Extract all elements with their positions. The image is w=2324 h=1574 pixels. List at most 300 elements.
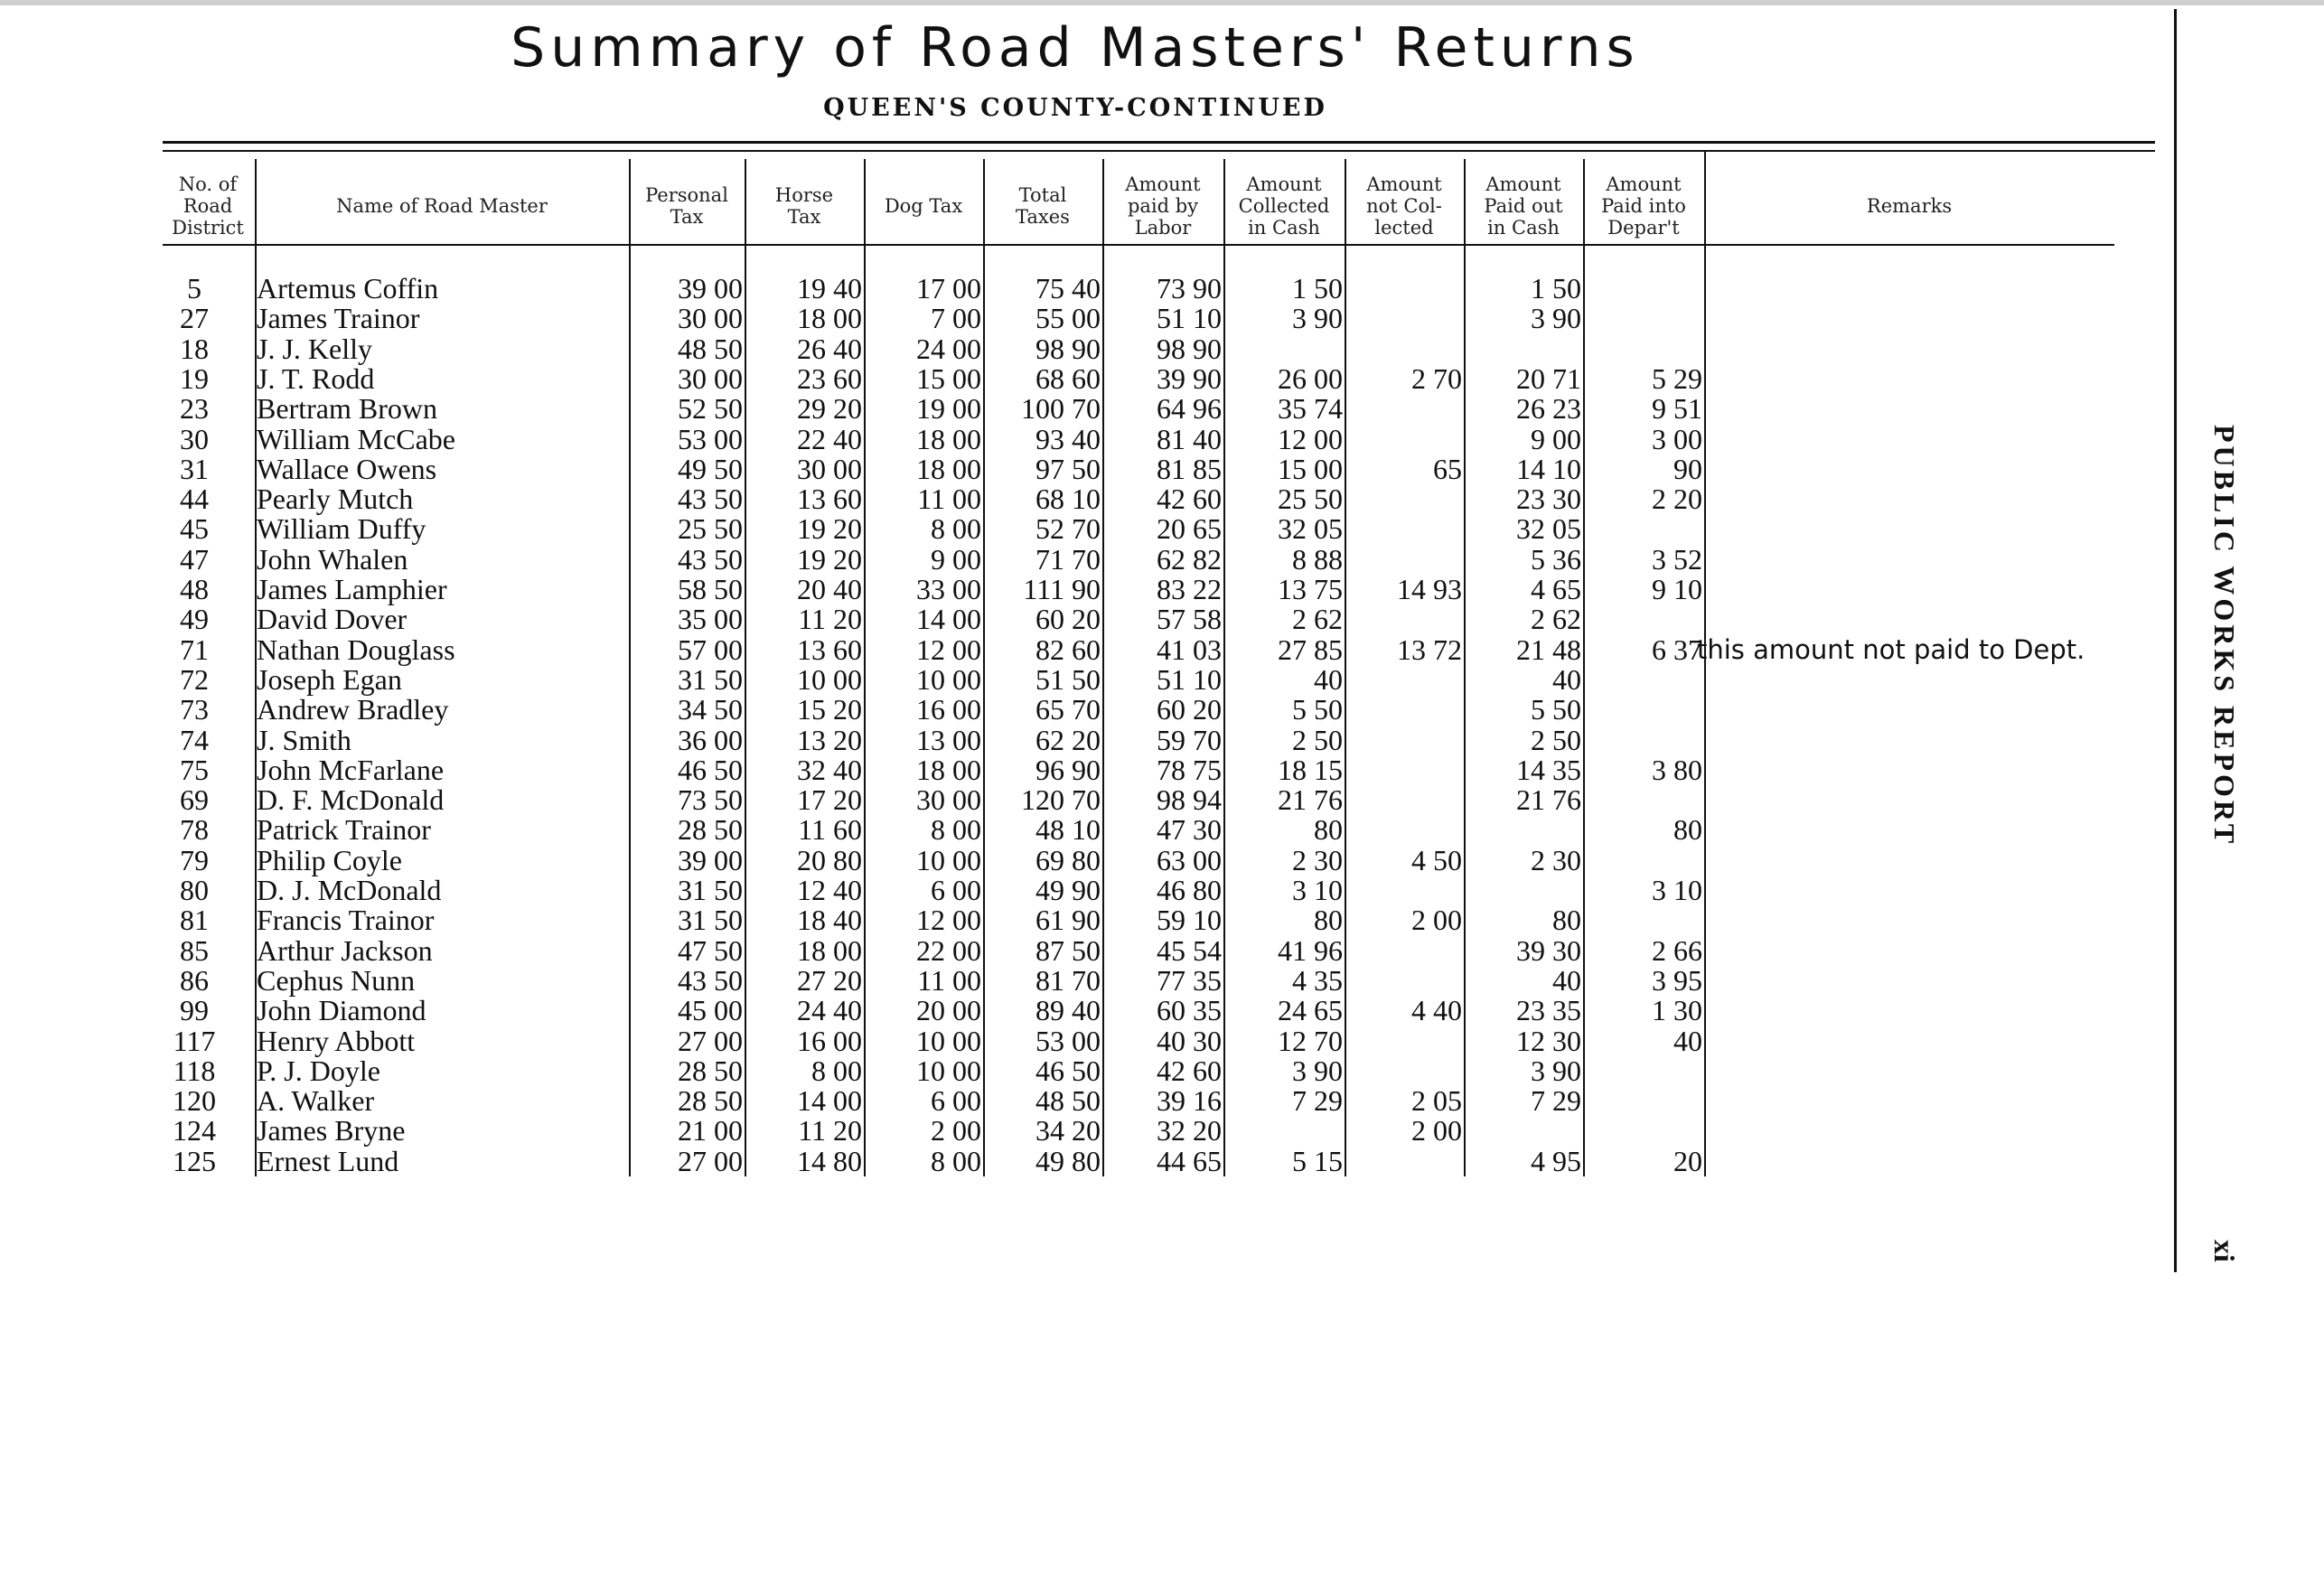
cell-total: 82 60 (1035, 633, 1101, 666)
cell-labor: 20 65 (1157, 512, 1222, 545)
cell-notcol (1346, 274, 1462, 303)
cell-horse: 18 00 (797, 934, 862, 967)
cell-paidinto: 80 (1673, 813, 1702, 846)
cell-personal: 45 00 (678, 994, 743, 1026)
header-district: No. of Road District (172, 173, 244, 239)
cell-name: James Lamphier (257, 573, 447, 605)
cell-dog: 2 00 (931, 1114, 981, 1147)
cell-personal: 31 50 (678, 663, 743, 696)
cell-notcol (1346, 726, 1462, 754)
cell-paidinto: 3 80 (1652, 754, 1702, 786)
cell-dog: 20 00 (916, 994, 981, 1026)
cell-cash: 4 35 (1292, 964, 1343, 997)
cell-paidinto: 20 (1673, 1145, 1702, 1177)
cell-paidinto (1585, 514, 1702, 543)
cell-total: 49 80 (1035, 1145, 1101, 1177)
cell-dog: 7 00 (931, 302, 981, 334)
cell-paidout: 12 30 (1516, 1025, 1581, 1057)
cell-total: 120 70 (1021, 783, 1101, 816)
cell-horse: 26 40 (797, 333, 862, 365)
cell-personal: 46 50 (678, 754, 743, 786)
cell-paidout: 3 90 (1531, 302, 1581, 334)
cell-total: 65 70 (1035, 693, 1101, 726)
cell-dog: 6 00 (931, 874, 981, 906)
cell-name: Joseph Egan (257, 663, 402, 696)
cell-cash: 40 (1314, 663, 1343, 696)
cell-district: 72 (180, 663, 209, 696)
cell-dog: 16 00 (916, 693, 981, 726)
page-edge-line (2174, 9, 2177, 1272)
cell-cash: 35 74 (1278, 392, 1343, 425)
cell-paidinto: 3 52 (1652, 543, 1702, 576)
page-number: xi (2208, 1240, 2241, 1262)
cell-total: 46 50 (1035, 1054, 1101, 1087)
cell-total: 48 50 (1035, 1084, 1101, 1117)
cell-notcol (1346, 1056, 1462, 1085)
cell-labor: 57 58 (1157, 603, 1222, 635)
cell-labor: 78 75 (1157, 754, 1222, 786)
cell-horse: 17 20 (797, 783, 862, 816)
cell-paidinto: 2 20 (1652, 483, 1702, 515)
cell-cash: 18 15 (1278, 754, 1343, 786)
cell-dog: 11 00 (917, 483, 981, 515)
cell-name: James Trainor (257, 302, 420, 334)
cell-paidinto: 3 95 (1652, 964, 1702, 997)
cell-labor: 81 40 (1157, 423, 1222, 455)
cell-paidout: 2 30 (1531, 844, 1581, 876)
header-rule-bottom (163, 244, 2114, 246)
cell-cash: 15 00 (1278, 453, 1343, 485)
cell-horse: 29 20 (797, 392, 862, 425)
cell-notcol (1346, 665, 1462, 694)
cell-paidout: 4 95 (1531, 1145, 1581, 1177)
cell-paidout: 40 (1552, 964, 1581, 997)
cell-name: James Bryne (257, 1114, 406, 1147)
cell-personal: 31 50 (678, 874, 743, 906)
cell-name: D. F. McDonald (257, 783, 445, 816)
cell-cash: 2 62 (1292, 603, 1343, 635)
cell-paidinto (1585, 846, 1702, 875)
cell-notcol: 2 00 (1411, 904, 1462, 936)
cell-personal: 58 50 (678, 573, 743, 605)
cell-paidout: 2 62 (1531, 603, 1581, 635)
cell-horse: 14 00 (797, 1084, 862, 1117)
cell-labor: 40 30 (1157, 1025, 1222, 1057)
cell-paidout (1466, 876, 1581, 904)
cell-total: 98 90 (1035, 333, 1101, 365)
cell-paidout (1466, 815, 1581, 844)
cell-paidinto: 6 37 (1652, 633, 1702, 666)
cell-total: 61 90 (1035, 904, 1101, 936)
cell-cash: 5 50 (1292, 693, 1343, 726)
cell-paidout: 14 10 (1516, 453, 1581, 485)
cell-paidout: 14 35 (1516, 754, 1581, 786)
cell-horse: 12 40 (797, 874, 862, 906)
cell-labor: 32 20 (1157, 1114, 1222, 1147)
header-dog-tax: Dog Tax (884, 195, 963, 217)
cell-cash: 5 15 (1292, 1145, 1343, 1177)
header-collected-in-cash: Amount Collected in Cash (1238, 173, 1330, 239)
cell-horse: 32 40 (797, 754, 862, 786)
cell-name: Nathan Douglass (257, 633, 455, 666)
cell-horse: 11 60 (798, 813, 862, 846)
cell-dog: 10 00 (916, 1025, 981, 1057)
cell-notcol: 14 93 (1397, 573, 1462, 605)
cell-notcol (1346, 514, 1462, 543)
cell-horse: 19 20 (797, 512, 862, 545)
cell-paidinto (1585, 1056, 1702, 1085)
top-rule (163, 141, 2155, 144)
cell-personal: 27 00 (678, 1025, 743, 1057)
cell-cash: 3 10 (1292, 874, 1343, 906)
cell-paidout: 1 50 (1531, 272, 1581, 304)
side-running-title: PUBLIC WORKS REPORT (2208, 425, 2241, 848)
cell-personal: 53 00 (678, 423, 743, 455)
cell-total: 34 20 (1035, 1114, 1101, 1147)
cell-total: 87 50 (1035, 934, 1101, 967)
cell-district: 49 (180, 603, 209, 635)
cell-name: David Dover (257, 603, 408, 635)
cell-personal: 47 50 (678, 934, 743, 967)
cell-total: 62 20 (1035, 724, 1101, 756)
cell-name: J. Smith (257, 724, 351, 756)
cell-name: Patrick Trainor (257, 813, 431, 846)
cell-horse: 30 00 (797, 453, 862, 485)
cell-paidinto (1585, 1086, 1702, 1115)
cell-paidinto: 3 00 (1652, 423, 1702, 455)
cell-paidout: 23 30 (1516, 483, 1581, 515)
cell-name: Artemus Coffin (257, 272, 439, 304)
cell-cash: 3 90 (1292, 302, 1343, 334)
cell-paidout: 2 50 (1531, 724, 1581, 756)
cell-notcol (1346, 966, 1462, 995)
header-name: Name of Road Master (336, 195, 548, 217)
cell-paidinto: 9 10 (1652, 573, 1702, 605)
cell-personal: 36 00 (678, 724, 743, 756)
cell-paidinto (1585, 785, 1702, 814)
cell-paidout: 20 71 (1516, 362, 1581, 395)
cell-notcol: 4 50 (1411, 844, 1462, 876)
cell-name: Philip Coyle (257, 844, 402, 876)
cell-labor: 45 54 (1157, 934, 1222, 967)
cell-total: 75 40 (1035, 272, 1101, 304)
cell-paidinto: 2 66 (1652, 934, 1702, 967)
cell-labor: 51 10 (1157, 302, 1222, 334)
cell-labor: 73 90 (1157, 272, 1222, 304)
cell-district: 117 (173, 1025, 216, 1057)
cell-district: 118 (173, 1054, 216, 1087)
cell-total: 51 50 (1035, 663, 1101, 696)
cell-labor: 42 60 (1157, 1054, 1222, 1087)
cell-name: William McCabe (257, 423, 455, 455)
cell-paidout (1466, 334, 1581, 363)
cell-notcol: 65 (1433, 453, 1462, 485)
cell-personal: 43 50 (678, 483, 743, 515)
cell-personal: 31 50 (678, 904, 743, 936)
cell-district: 18 (180, 333, 209, 365)
cell-dog: 11 00 (917, 964, 981, 997)
cell-paidinto (1585, 604, 1702, 633)
cell-dog: 13 00 (916, 724, 981, 756)
cell-personal: 52 50 (678, 392, 743, 425)
cell-district: 75 (180, 754, 209, 786)
cell-notcol (1346, 425, 1462, 454)
cell-name: Wallace Owens (257, 453, 437, 485)
cell-personal: 73 50 (678, 783, 743, 816)
cell-total: 52 70 (1035, 512, 1101, 545)
cell-name: Francis Trainor (257, 904, 435, 936)
header-total-taxes: Total Taxes (1016, 184, 1070, 228)
cell-notcol (1346, 936, 1462, 965)
cell-district: 44 (180, 483, 209, 515)
cell-dog: 6 00 (931, 1084, 981, 1117)
cell-dog: 10 00 (916, 844, 981, 876)
cell-paidout: 7 29 (1531, 1084, 1581, 1117)
cell-horse: 22 40 (797, 423, 862, 455)
cell-cash: 26 00 (1278, 362, 1343, 395)
cell-name: Ernest Lund (257, 1145, 399, 1177)
cell-personal: 39 00 (678, 844, 743, 876)
cell-cash: 12 00 (1278, 423, 1343, 455)
cell-name: J. T. Rodd (257, 362, 375, 395)
cell-name: P. J. Doyle (257, 1054, 380, 1087)
cell-labor: 59 70 (1157, 724, 1222, 756)
cell-paidout: 23 35 (1516, 994, 1581, 1026)
cell-notcol: 2 05 (1411, 1084, 1462, 1117)
cell-dog: 18 00 (916, 754, 981, 786)
cell-notcol (1346, 815, 1462, 844)
cell-district: 19 (180, 362, 209, 395)
cell-cash: 8 88 (1292, 543, 1343, 576)
cell-district: 30 (180, 423, 209, 455)
cell-name: Bertram Brown (257, 392, 437, 425)
cell-personal: 30 00 (678, 302, 743, 334)
cell-notcol (1346, 304, 1462, 333)
cell-cash: 80 (1314, 813, 1343, 846)
cell-cash: 2 50 (1292, 724, 1343, 756)
cell-name: John Diamond (257, 994, 426, 1026)
cell-horse: 11 20 (798, 1114, 862, 1147)
cell-notcol (1346, 334, 1462, 363)
cell-dog: 14 00 (916, 603, 981, 635)
cell-dog: 15 00 (916, 362, 981, 395)
cell-labor: 59 10 (1157, 904, 1222, 936)
cell-personal: 21 00 (678, 1114, 743, 1147)
cell-total: 53 00 (1035, 1025, 1101, 1057)
cell-labor: 47 30 (1157, 813, 1222, 846)
cell-paidinto: 5 29 (1652, 362, 1702, 395)
cell-notcol (1346, 604, 1462, 633)
cell-paidout: 5 36 (1531, 543, 1581, 576)
cell-notcol (1346, 755, 1462, 784)
cell-paidout: 21 76 (1516, 783, 1581, 816)
cell-notcol (1346, 484, 1462, 513)
cell-horse: 18 00 (797, 302, 862, 334)
cell-total: 68 10 (1035, 483, 1101, 515)
cell-horse: 19 20 (797, 543, 862, 576)
cell-personal: 28 50 (678, 1084, 743, 1117)
cell-personal: 35 00 (678, 603, 743, 635)
cell-district: 71 (180, 633, 209, 666)
cell-cash (1225, 334, 1343, 363)
cell-paidout: 26 23 (1516, 392, 1581, 425)
cell-cash: 24 65 (1278, 994, 1343, 1026)
header-remarks: Remarks (1866, 195, 1953, 217)
cell-name: John Whalen (257, 543, 408, 576)
cell-cash: 2 30 (1292, 844, 1343, 876)
cell-horse: 11 20 (798, 603, 862, 635)
cell-name: Henry Abbott (257, 1025, 416, 1057)
cell-paidout: 5 50 (1531, 693, 1581, 726)
cell-horse: 19 40 (797, 272, 862, 304)
cell-total: 55 00 (1035, 302, 1101, 334)
cell-paidout: 4 65 (1531, 573, 1581, 605)
cell-cash: 25 50 (1278, 483, 1343, 515)
cell-labor: 63 00 (1157, 844, 1222, 876)
cell-paidout: 9 00 (1531, 423, 1581, 455)
cell-district: 73 (180, 693, 209, 726)
cell-horse: 20 40 (797, 573, 862, 605)
cell-district: 45 (180, 512, 209, 545)
cell-district: 27 (180, 302, 209, 334)
cell-district: 74 (180, 724, 209, 756)
cell-total: 97 50 (1035, 453, 1101, 485)
cell-total: 100 70 (1021, 392, 1101, 425)
cell-paidout: 40 (1552, 663, 1581, 696)
page-title: Summary of Road Masters' Returns (511, 16, 1640, 80)
cell-labor: 39 16 (1157, 1084, 1222, 1117)
cell-cash: 80 (1314, 904, 1343, 936)
cell-dog: 18 00 (916, 423, 981, 455)
cell-name: Andrew Bradley (257, 693, 449, 726)
cell-name: D. J. McDonald (257, 874, 442, 906)
cell-cash: 3 90 (1292, 1054, 1343, 1087)
cell-district: 69 (180, 783, 209, 816)
cell-notcol: 13 72 (1397, 633, 1462, 666)
cell-district: 79 (180, 844, 209, 876)
cell-paidinto: 3 10 (1652, 874, 1702, 906)
cell-cash: 32 05 (1278, 512, 1343, 545)
scan-shadow (0, 0, 2324, 5)
cell-horse: 13 60 (797, 483, 862, 515)
cell-district: 48 (180, 573, 209, 605)
cell-paidinto (1585, 726, 1702, 754)
cell-district: 85 (180, 934, 209, 967)
cell-horse: 14 80 (797, 1145, 862, 1177)
cell-cash: 1 50 (1292, 272, 1343, 304)
cell-district: 78 (180, 813, 209, 846)
cell-labor: 51 10 (1157, 663, 1222, 696)
cell-paidout: 21 48 (1516, 633, 1581, 666)
cell-labor: 98 94 (1157, 783, 1222, 816)
cell-dog: 8 00 (931, 512, 981, 545)
header-paid-out-in-cash: Amount Paid out in Cash (1484, 173, 1563, 239)
cell-cash (1225, 1116, 1343, 1145)
cell-personal: 43 50 (678, 964, 743, 997)
cell-paidinto (1585, 905, 1702, 934)
cell-notcol (1346, 1147, 1462, 1176)
cell-total: 81 70 (1035, 964, 1101, 997)
cell-horse: 8 00 (811, 1054, 862, 1087)
cell-personal: 48 50 (678, 333, 743, 365)
header-rule-top (163, 150, 2155, 152)
cell-district: 99 (180, 994, 209, 1026)
cell-horse: 10 00 (797, 663, 862, 696)
cell-horse: 18 40 (797, 904, 862, 936)
cell-total: 69 80 (1035, 844, 1101, 876)
cell-notcol (1346, 1026, 1462, 1055)
cell-dog: 33 00 (916, 573, 981, 605)
cell-labor: 41 03 (1157, 633, 1222, 666)
cell-name: A. Walker (257, 1084, 375, 1117)
cell-paidout: 39 30 (1516, 934, 1581, 967)
cell-labor: 62 82 (1157, 543, 1222, 576)
cell-personal: 39 00 (678, 272, 743, 304)
cell-notcol (1346, 785, 1462, 814)
cell-personal: 28 50 (678, 1054, 743, 1087)
cell-labor: 60 35 (1157, 994, 1222, 1026)
cell-paidinto (1585, 1116, 1702, 1145)
cell-dog: 24 00 (916, 333, 981, 365)
cell-dog: 10 00 (916, 1054, 981, 1087)
cell-notcol (1346, 695, 1462, 724)
cell-dog: 30 00 (916, 783, 981, 816)
cell-paidinto: 40 (1673, 1025, 1702, 1057)
header-paid-into-dept: Amount Paid into Depar't (1601, 173, 1686, 239)
cell-personal: 49 50 (678, 453, 743, 485)
cell-personal: 30 00 (678, 362, 743, 395)
cell-total: 68 60 (1035, 362, 1101, 395)
cell-paidout: 32 05 (1516, 512, 1581, 545)
cell-district: 23 (180, 392, 209, 425)
cell-labor: 98 90 (1157, 333, 1222, 365)
cell-personal: 25 50 (678, 512, 743, 545)
cell-paidinto (1585, 304, 1702, 333)
cell-labor: 42 60 (1157, 483, 1222, 515)
cell-total: 60 20 (1035, 603, 1101, 635)
cell-paidout: 80 (1552, 904, 1581, 936)
cell-notcol: 2 00 (1411, 1114, 1462, 1147)
cell-dog: 9 00 (931, 543, 981, 576)
cell-labor: 60 20 (1157, 693, 1222, 726)
cell-horse: 20 80 (797, 844, 862, 876)
cell-cash: 7 29 (1292, 1084, 1343, 1117)
cell-labor: 77 35 (1157, 964, 1222, 997)
cell-district: 31 (180, 453, 209, 485)
header-paid-by-labor: Amount paid by Labor (1125, 173, 1201, 239)
cell-dog: 8 00 (931, 813, 981, 846)
cell-dog: 17 00 (916, 272, 981, 304)
cell-labor: 39 90 (1157, 362, 1222, 395)
header-personal-tax: Personal Tax (645, 184, 728, 228)
cell-dog: 8 00 (931, 1145, 981, 1177)
cell-district: 5 (187, 272, 201, 304)
cell-personal: 34 50 (678, 693, 743, 726)
cell-personal: 43 50 (678, 543, 743, 576)
cell-district: 120 (173, 1084, 216, 1117)
page-subtitle: QUEEN'S COUNTY-CONTINUED (823, 94, 1327, 122)
cell-horse: 13 60 (797, 633, 862, 666)
cell-dog: 10 00 (916, 663, 981, 696)
cell-paidout: 3 90 (1531, 1054, 1581, 1087)
cell-total: 48 10 (1035, 813, 1101, 846)
cell-labor: 46 80 (1157, 874, 1222, 906)
cell-dog: 22 00 (916, 934, 981, 967)
cell-notcol: 4 40 (1411, 994, 1462, 1026)
cell-dog: 12 00 (916, 633, 981, 666)
cell-horse: 27 20 (797, 964, 862, 997)
cell-labor: 83 22 (1157, 573, 1222, 605)
